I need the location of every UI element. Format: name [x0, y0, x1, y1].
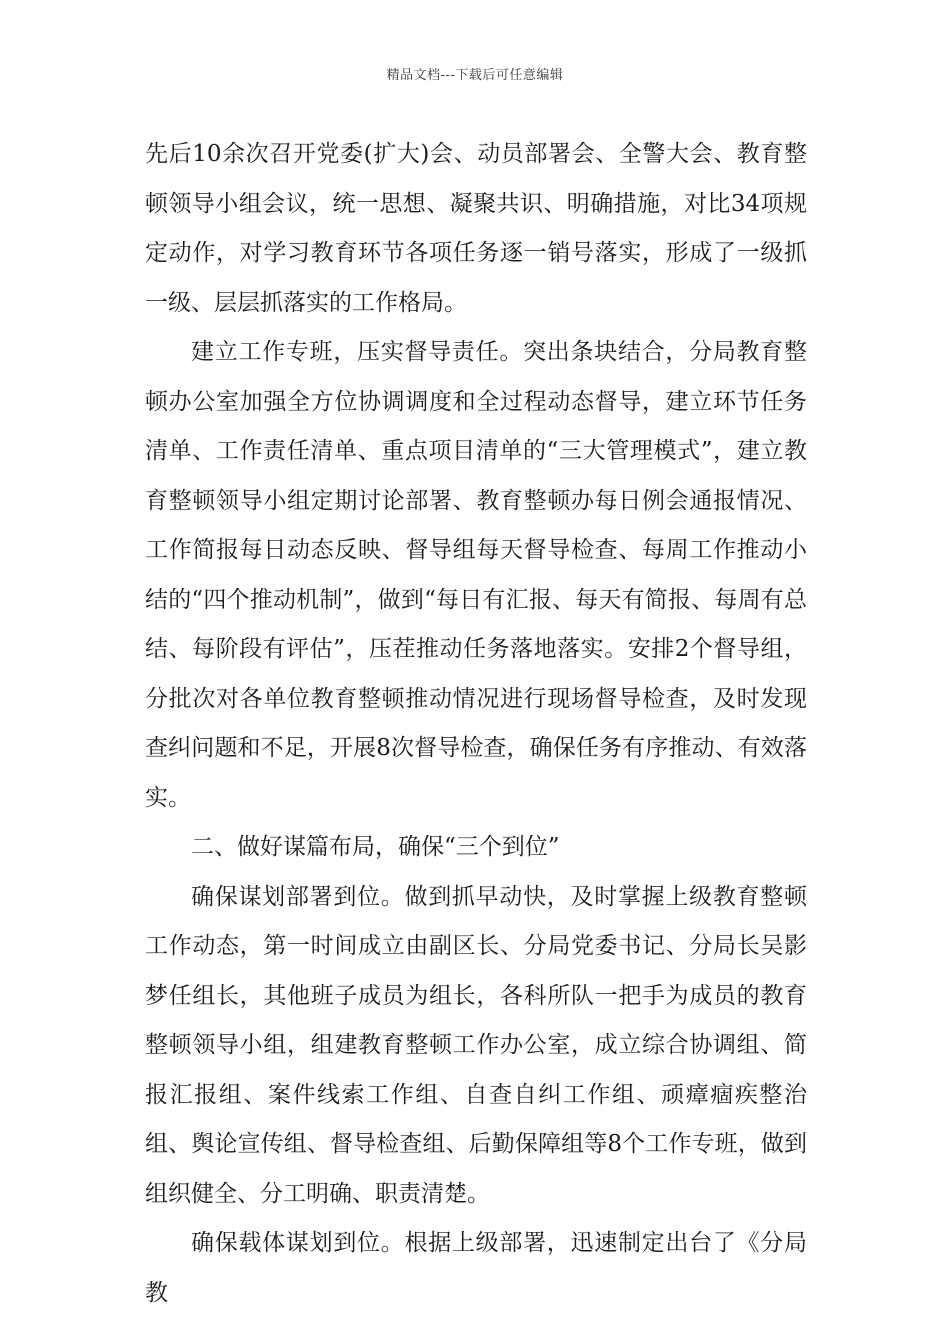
page-header: 精品文档---下载后可任意编辑 — [386, 68, 564, 83]
document-body — [145, 130, 807, 1318]
paragraph-1: 先后10余次召开党委(扩大)会、动员部署会、全警大会、教育整顿领导小组会议，统一思想、凝聚共识、明确措施，对比34项规定动作，对学习教育环节各项任务逐一销号落实，形成了一级抓一级、层层抓落实的工作格局。 — [145, 141, 807, 316]
paragraph-4: 确保载体谋划到位。根据上级部署，迅速制定出台了《分局教 — [145, 1230, 807, 1306]
paragraph-3: 确保谋划部署到位。做到抓早动快，及时掌握上级教育整顿工作动态，第一时间成立由副区长、分局党委书记、分局长吴影梦任组长，其他班子成员为组长，各科所队一把手为成员的教育整顿领导小组，组建教育整顿工作办公室，成立综合协调组、简报汇报组、案件线索工作组、自查自纠工作组、顽瘴痼疾整治组、舆论宣传组、督导检查组、后勤保障组等8个工作专班，做到组织健全、分工明确、职责清楚。 — [145, 883, 807, 1207]
paragraph-2: 建立工作专班，压实督导责任。突出条块结合，分局教育整顿办公室加强全方位协调调度和全过程动态督导，建立环节任务清单、工作责任清单、重点项目清单的“三大管理模式”，建立教育整顿领导小组定期讨论部署、教育整顿办每日例会通报情况、工作简报每日动态反映、督导组每天督导检查、每周工作推动小结的“四个推动机制”，做到“每日有汇报、每天有简报、每周有总结、每阶段有评估”，压茬推动任务落地落实。安排2个督导组，分批次对各单位教育整顿推动情况进行现场督导检查，及时发现查纠问题和不足，开展8次督导检查，确保任务有序推动、有效落实。 — [145, 339, 807, 811]
section-heading: 二、做好谋篇布局，确保“三个到位” — [191, 834, 560, 860]
